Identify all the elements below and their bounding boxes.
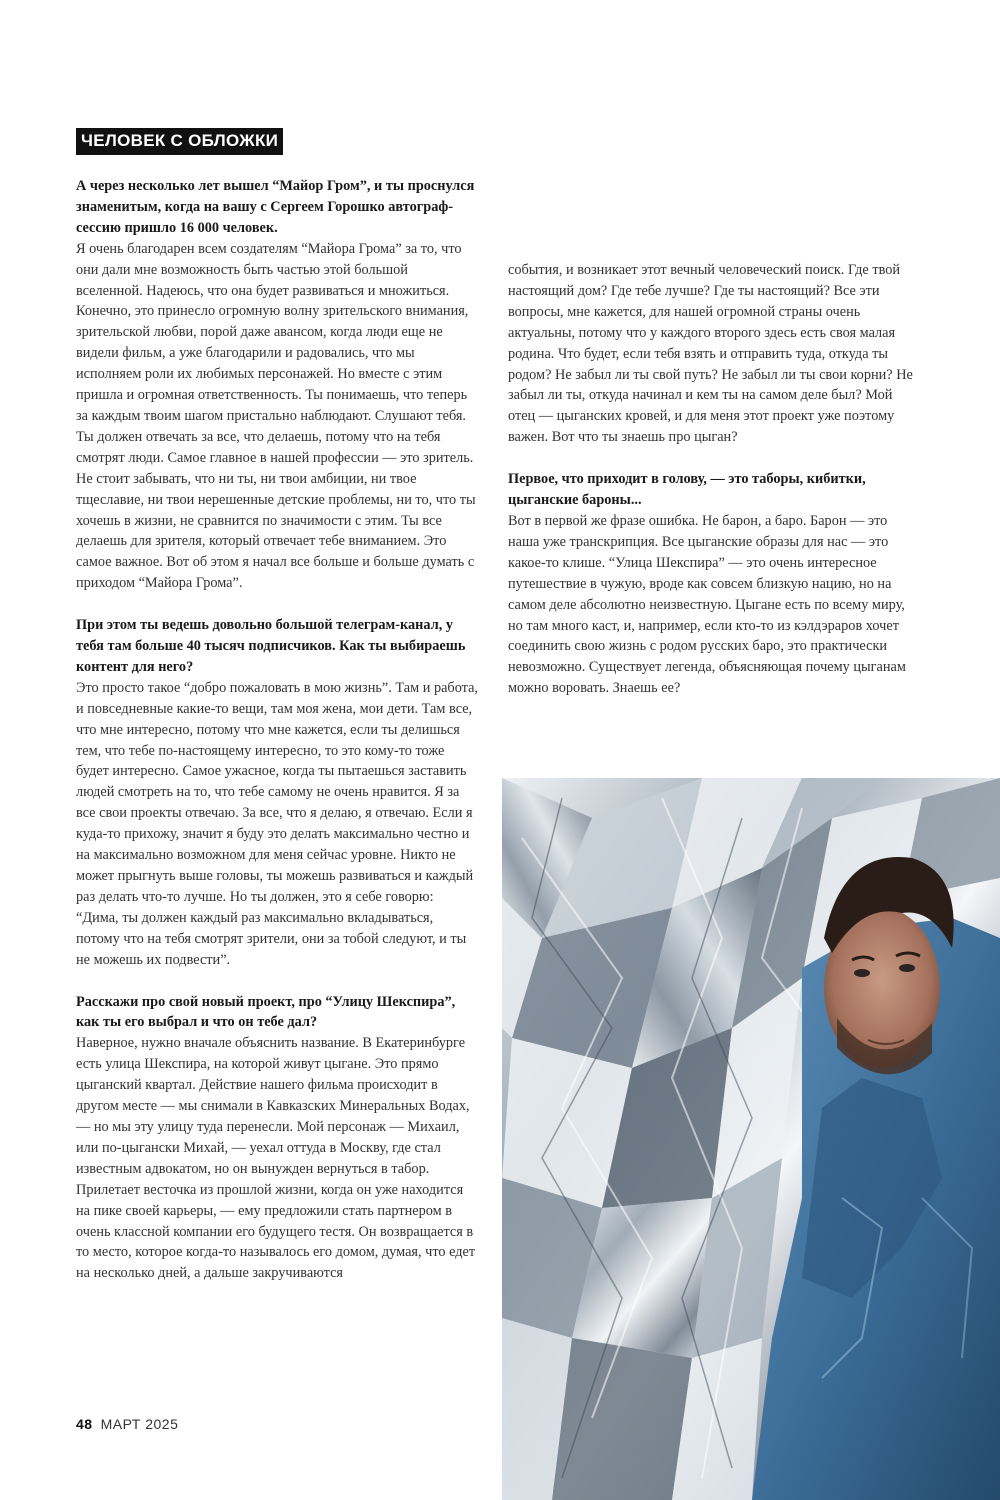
question-1: А через несколько лет вышел “Майор Гром”, и ты проснулся знаменитым, когда на вашу с Сергеем Горошко автограф-сессию пришло 16 000 человек. <box>76 178 475 236</box>
question-3: Расскажи про свой новый проект, про “Улицу Шекспира”, как ты его выбрал и что он тебе дал? <box>76 993 456 1031</box>
section-label: ЧЕЛОВЕК С ОБЛОЖКИ <box>76 128 283 155</box>
answer-2: Это просто такое “добро пожаловать в мою жизнь”. Там и работа, и повседневные какие-то вещи, там моя жена, мои дети. Там все, что мне интересно, потому что мне кажется, если ты делишься тем, что тебе по-настоящему интересно, то это кому-то тоже будет интересно. Самое ужасное, когда ты пытаешься заставить людей смотреть на то, что тебе самому не очень нравится. Я за все свои проекты отвечаю. За все, что я делаю, я отвечаю. Если я куда-то прихожу, значит я буду это делать максимально честно и на максимально возможном для меня сейчас уровне. Никто не может прыгнуть выше головы, ты можешь развиваться и каждый раз делать что-то лучше. Но ты должен, это я себе говорю: “Дима, ты должен каждый раз максимально вкладываться, потому что на тебя смотрят зрители, они за тобой следуют, и ты не можешь их подвести”. <box>76 679 479 968</box>
answer-1: Я очень благодарен всем создателям “Майора Грома” за то, что они дали мне возможность быть частью этой большой вселенной. Надеюсь, что она будет развиваться и множиться. Конечно, это принесло огромную волну зрительского внимания, зрительской любви, порой даже авансом, когда люди еще не видели фильм, а уже благодарили и радовались, что мы исполняем роли их любимых персонажей. Но вместе с этим пришла и огромная ответственность. Ты понимаешь, что теперь за каждым твоим шагом пристально наблюдают. Слушают тебя. Ты должен отвечать за все, что делаешь, потому что на тебя смотрят люди. Самое главное в нашей профессии — это зритель. Не стоит забывать, что ни ты, ни твои амбиции, ни твое тщеславие, ни твои нерешенные детские проблемы, ни то, что ты хочешь в жизни, не сравнится по значимости с этим. Ты все делаешь для зрителя, который отвечает тебе вниманием. Это самое важное. Вот об этом я начал все больше и больше думать с приходом “Майора Грома”. <box>76 240 476 592</box>
right-column <box>508 260 918 699</box>
issue-date: МАРТ 2025 <box>100 1416 179 1432</box>
question-4: Первое, что приходит в голову, — это таборы, кибитки, цыганские бароны... <box>508 471 866 509</box>
foil-portrait-illustration <box>502 778 1000 1500</box>
cover-photo <box>502 778 1000 1500</box>
answer-3: Наверное, нужно вначале объяснить название. В Екатеринбурге есть улица Шекспира, на которой живут цыгане. Это прямо цыганский квартал. Действие нашего фильма происходит в другом месте — мы снимали в Кавказских Минеральных Водах, — но мы эту улицу туда перенесли. Мой персонаж — Михаил, или по-цыгански Михай, — уехал оттуда в Москву, где стал известным адвокатом, но он вынужден вернуться в табор. Прилетает весточка из прошлой жизни, когда он уже находится на пике своей карьеры, — ему предложили стать партнером в очень классной компании его будущего тестя. Он возвращается в то место, которое когда-то называлось его домом, думая, что едет на несколько дней, а дальше закручиваются <box>76 1035 476 1282</box>
answer-4: Вот в первой же фразе ошибка. Не барон, а баро. Барон — это наша уже транскрипция. Все цыганские образы для нас — это какое-то клише. “Улица Шекспира” — это очень интересное путешествие в чужую, вроде как совсем близкую нацию, но на самом деле абсолютно неизвестную. Цыгане есть по всему миру, но там много каст, и, например, если кто-то из кэлдэраров хочет соединить свою жизнь с родом русских баро, это практически невозможно. Существует легенда, объясняющая почему цыганам можно воровать. Знаешь ее? <box>508 512 906 697</box>
page-footer <box>76 1416 178 1432</box>
answer-3-continued: события, и возникает этот вечный человеческий поиск. Где твой настоящий дом? Где тебе лучше? Где ты настоящий? Все эти вопросы, мне кажется, для нашей огромной страны очень актуальны, потому что у каждого второго здесь есть своя малая родина. Что будет, если тебя взять и отправить туда, откуда ты родом? Не забыл ли ты свой путь? Не забыл ли ты свои корни? Не забыл ли ты, откуда начинал и кем ты на самом деле был? Мой отец — цыганских кровей, и для меня этот проект уже поэтому важен. Вот что ты знаешь про цыган? <box>508 262 913 446</box>
left-column <box>76 176 478 1284</box>
question-2: При этом ты ведешь довольно большой телеграм-канал, у тебя там больше 40 тысяч подписчиков. Как ты выбираешь контент для него? <box>76 617 466 675</box>
page-number: 48 <box>76 1416 93 1432</box>
